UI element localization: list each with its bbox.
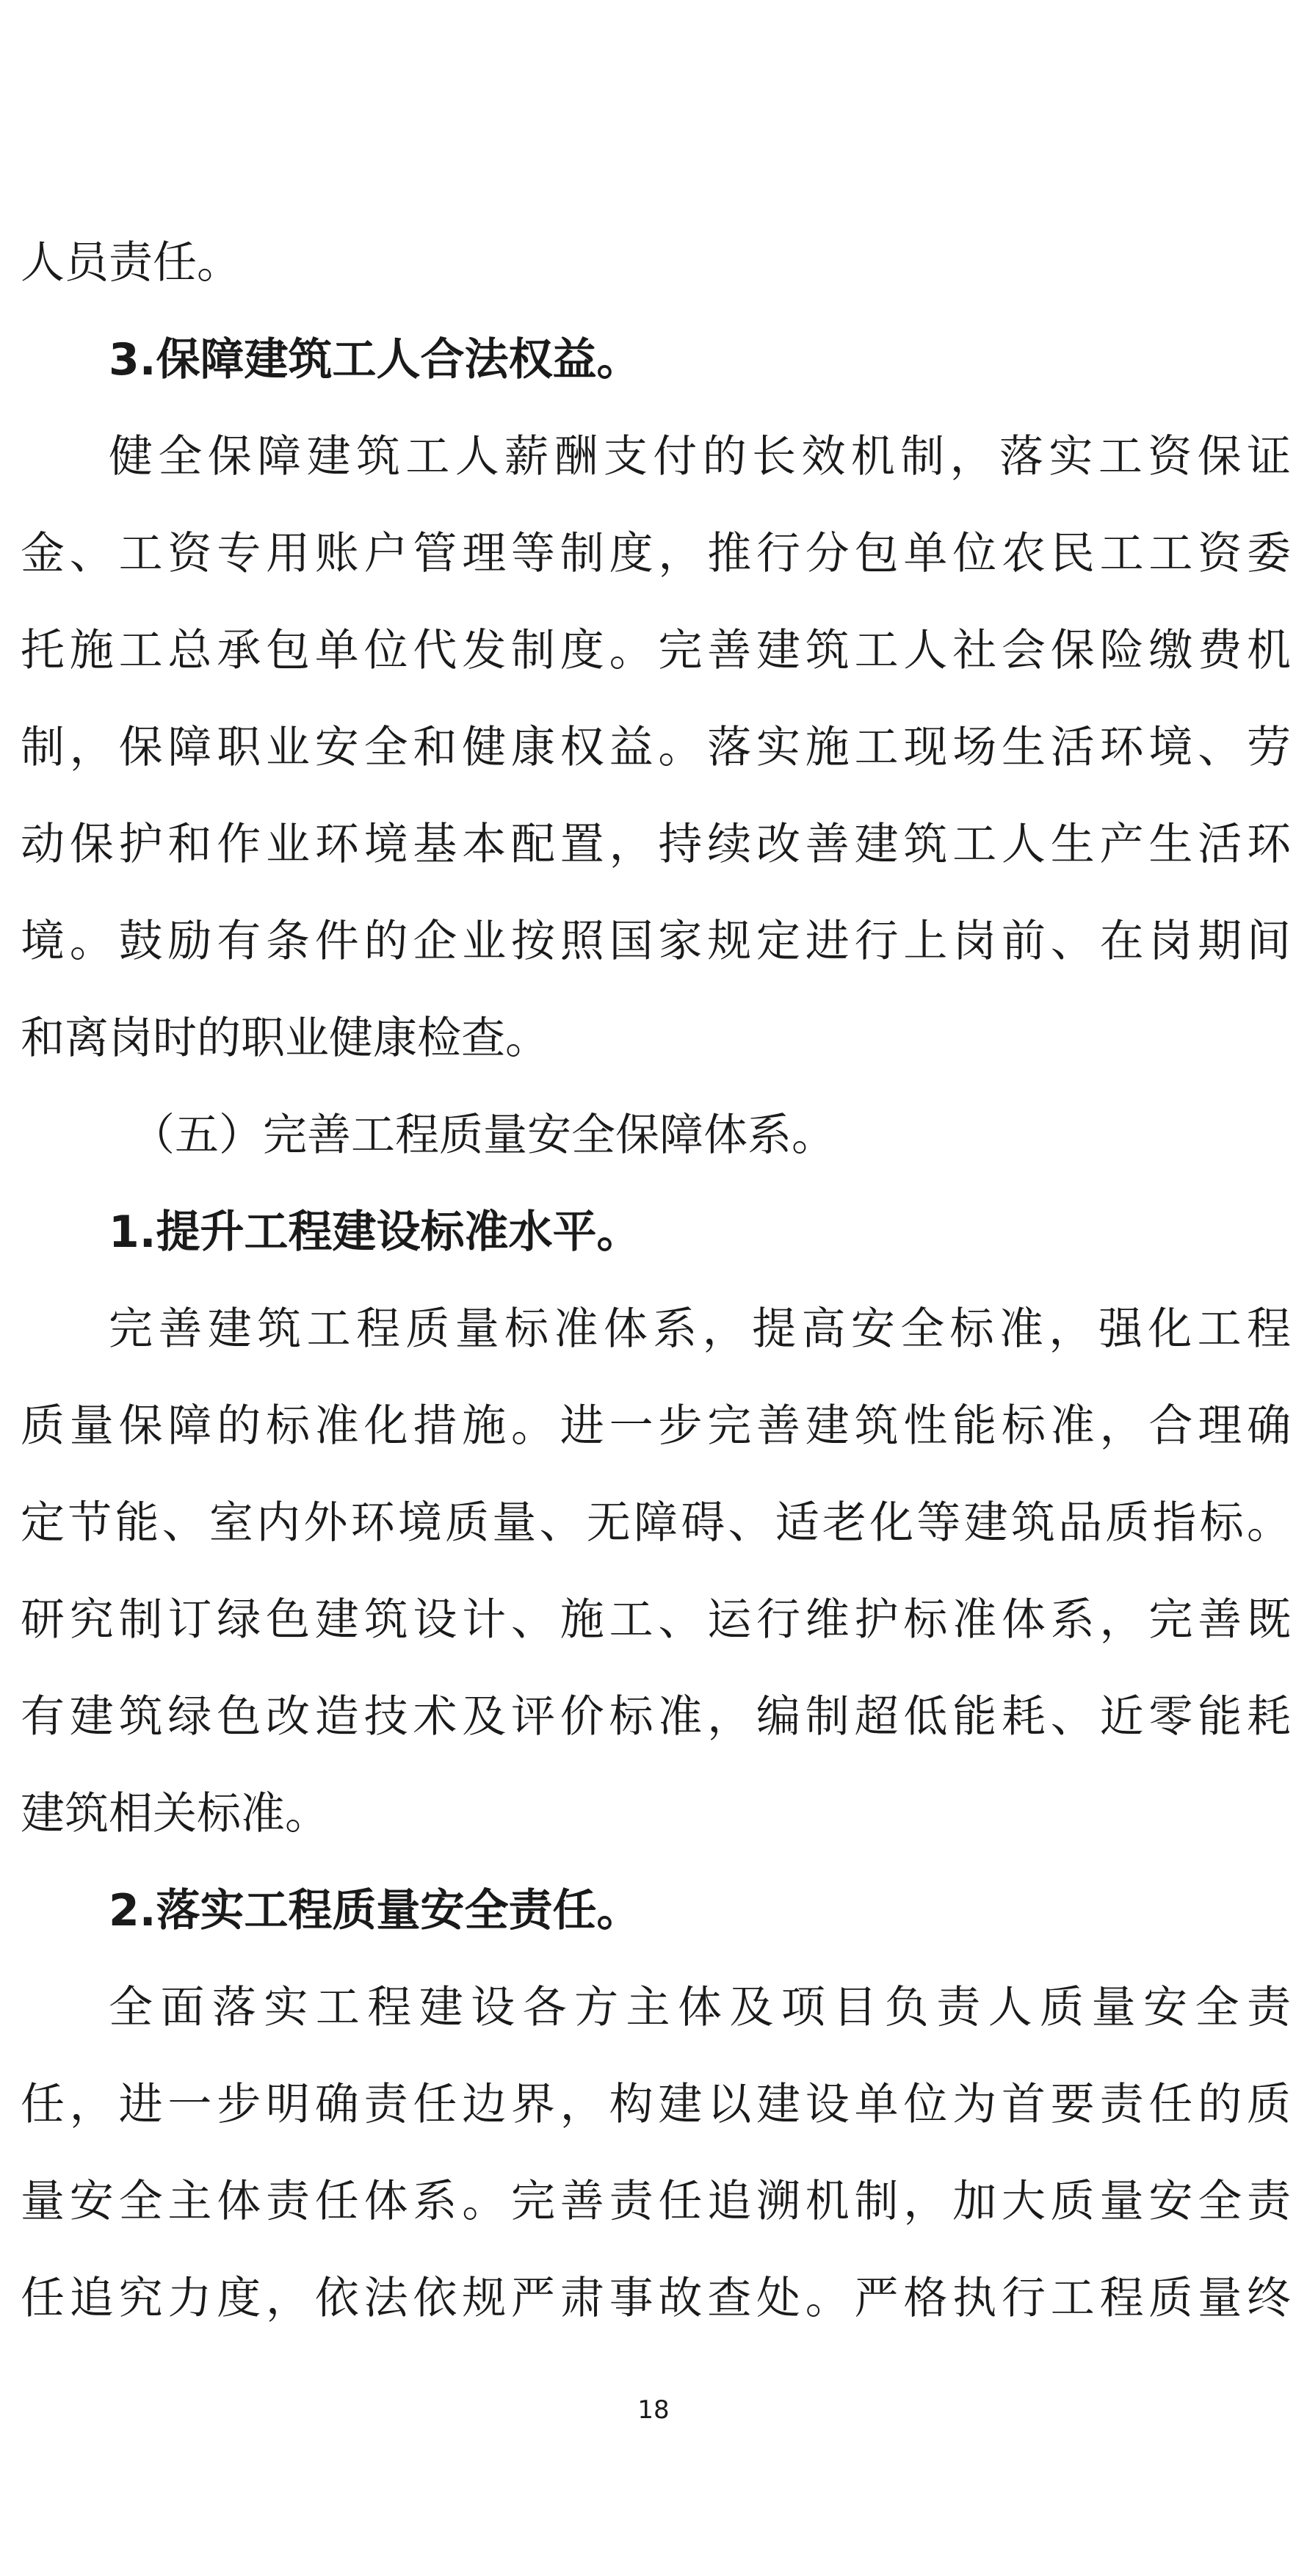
- text-line: 建筑相关标准。: [21, 1788, 329, 1839]
- text-line: 任追究力度，依法依规严肃事故查处。严格执行工程质量终: [21, 2273, 1291, 2324]
- text-line: 动保护和作业环境基本配置，持续改善建筑工人生产生活环: [21, 819, 1291, 870]
- text-line: 量安全主体责任体系。完善责任追溯机制，加大质量安全责: [21, 2176, 1291, 2227]
- section-heading: 2.落实工程质量安全责任。: [109, 1885, 641, 1936]
- text-line: 全面落实工程建设各方主体及项目负责人质量安全责: [109, 1982, 1291, 2033]
- text-line: 质量保障的标准化措施。进一步完善建筑性能标准，合理确: [21, 1400, 1291, 1452]
- text-line: 制，保障职业安全和健康权益。落实施工现场生活环境、劳: [21, 722, 1291, 773]
- text-line: 任，进一步明确责任边界，构建以建设单位为首要责任的质: [21, 2079, 1291, 2130]
- text-line: 金、工资专用账户管理等制度，推行分包单位农民工工资委: [21, 528, 1291, 579]
- text-line: 研究制订绿色建筑设计、施工、运行维护标准体系，完善既: [21, 1594, 1291, 1646]
- text-line: 境。鼓励有条件的企业按照国家规定进行上岗前、在岗期间: [21, 916, 1291, 967]
- text-line: 人员责任。: [21, 237, 241, 289]
- page-number: 18: [637, 2395, 670, 2425]
- text-line: 健全保障建筑工人薪酬支付的长效机制，落实工资保证: [109, 431, 1291, 482]
- section-title: （五）完善工程质量安全保障体系。: [131, 1110, 836, 1161]
- text-line: 定节能、室内外环境质量、无障碍、适老化等建筑品质指标。: [21, 1497, 1291, 1549]
- section-heading: 1.提升工程建设标准水平。: [109, 1206, 641, 1258]
- section-heading: 3.保障建筑工人合法权益。: [109, 334, 641, 386]
- text-line: 完善建筑工程质量标准体系，提高安全标准，强化工程: [109, 1303, 1291, 1355]
- text-line: 托施工总承包单位代发制度。完善建筑工人社会保险缴费机: [21, 625, 1291, 676]
- text-line: 和离岗时的职业健康检查。: [21, 1013, 549, 1064]
- text-line: 有建筑绿色改造技术及评价标准，编制超低能耗、近零能耗: [21, 1691, 1291, 1743]
